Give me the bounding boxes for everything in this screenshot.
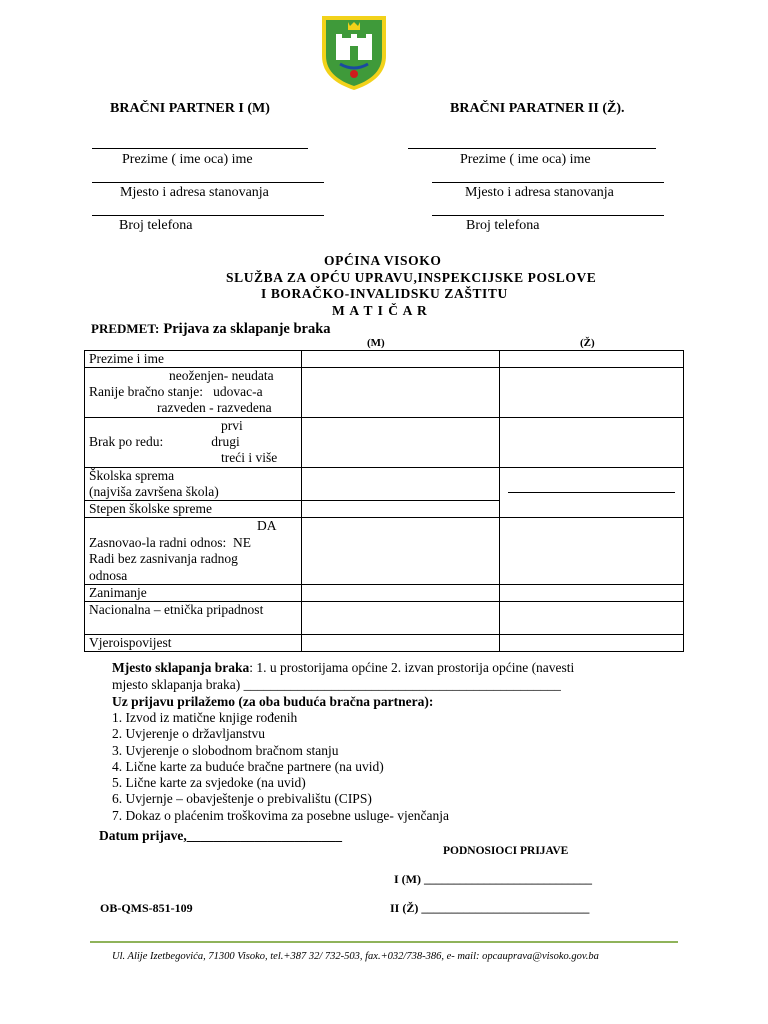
table-row [85,585,684,602]
table-row [85,468,684,501]
office-name: OPĆINA VISOKO [324,253,442,268]
office-department: SLUŽBA ZA OPĆU UPRAVU,INSPEKCIJSKE POSLOVE [226,270,597,285]
subject-text: Prijava za sklapanje braka [163,321,331,337]
cell-occupation-m[interactable] [302,585,500,602]
cell-marital-m[interactable] [302,368,500,418]
list-item: 6. Uvjernje – obavještenje o prebivalištu (CIPS) [112,791,372,807]
cell-order-m[interactable] [302,418,500,468]
row-label-education: Školska sprema (najviša završena škola) [85,468,302,501]
partner2-phone-caption: Broj telefona [466,218,540,233]
signature-z[interactable]: II (Ž) ____________________________ [390,901,590,915]
table-row [85,418,684,468]
footer-divider [90,941,678,943]
partner1-surname-caption: Prezime ( ime oca) ime [122,152,253,167]
footer-contact: Ul. Alije Izetbegovića, 71300 Visoko, tel.+387 32/ 732-503, fax.+032/738-386, e- mail: opcauprava@visoko.gov.ba [112,951,599,962]
date-field[interactable]: Datum prijave,_______________________ [99,828,342,843]
row-label-nationality: Nacionalna – etnička pripadnost [85,602,302,635]
applicants-title: PODNOSIOCI PRIJAVE [443,845,569,857]
partner1-phone-line[interactable] [92,215,324,216]
office-registrar: M A T I Č A R [332,303,428,318]
education-z-line [508,492,675,493]
cell-religion-z[interactable] [500,635,684,652]
list-item: 5. Lične karte za svjedoke (na uvid) [112,775,306,791]
cell-nationality-m[interactable] [302,602,500,635]
partner1-address-caption: Mjesto i adresa stanovanja [120,185,269,200]
attachments-list [112,710,449,824]
signature-m[interactable]: I (M) ____________________________ [394,872,592,886]
cell-employment-m[interactable] [302,518,500,585]
marriage-place-options: : 1. u prostorijama općine 2. izvan prostorija općine (navesti [249,660,575,675]
partner2-address-caption: Mjesto i adresa stanovanja [465,185,614,200]
partner2-address-line[interactable] [432,182,664,183]
row-label-degree: Stepen školske spreme [85,501,302,518]
attachments-title: Uz prijavu prilažemo (za oba buduća bračna partnera): [112,694,434,709]
cell-name-m[interactable] [302,351,500,368]
partner2-surname-line[interactable] [408,148,656,149]
cell-occupation-z[interactable] [500,585,684,602]
subject [91,320,331,338]
cell-degree-m[interactable] [302,501,500,518]
table-row [85,602,684,635]
table-row [85,351,684,368]
subject-label: PREDMET: [91,321,160,336]
row-label-religion: Vjeroispovijest [85,635,302,652]
application-table [84,350,684,652]
cell-religion-m[interactable] [302,635,500,652]
partner1-title: BRAČNI PARTNER I (M) [110,101,270,116]
municipality-crest [318,12,390,92]
row-label-name: Prezime i ime [85,351,302,368]
list-item: 4. Lične karte za buduće bračne partnere (na uvid) [112,758,384,774]
cell-education-z[interactable] [500,468,684,518]
form-code: OB-QMS-851-109 [100,901,193,915]
column-z-label: (Ž) [580,337,595,349]
row-label-employment: DA Zasnovao-la radni odnos: NE Radi bez zasnivanja radnog odnosa [85,518,302,585]
partner2-phone-line[interactable] [432,215,664,216]
marriage-place-line[interactable]: mjesto sklapanja braka) _______________________________________________ [112,676,561,692]
cell-order-z[interactable] [500,418,684,468]
partner2-title: BRAČNI PARATNER II (Ž). [450,101,625,116]
office-department-2: I BORAČKO-INVALIDSKU ZAŠTITU [261,286,508,301]
cell-nationality-z[interactable] [500,602,684,635]
row-label-occupation: Zanimanje [85,585,302,602]
table-row [85,518,684,585]
cell-marital-z[interactable] [500,368,684,418]
cell-name-z[interactable] [500,351,684,368]
partner1-phone-caption: Broj telefona [119,218,193,233]
marriage-place-label: Mjesto sklapanja braka [112,660,250,675]
cell-employment-z[interactable] [500,518,684,585]
table-row [85,368,684,418]
list-item: 3. Uvjerenje o slobodnom bračnom stanju [112,742,339,758]
partner2-surname-caption: Prezime ( ime oca) ime [460,152,591,167]
cell-education-m[interactable] [302,468,500,501]
marriage-place [112,660,574,693]
partner1-surname-line[interactable] [92,148,308,149]
list-item: 7. Dokaz o plaćenim troškovima za posebne usluge- vjenčanja [112,807,450,823]
row-label-marital: neoženjen- neudata Ranije bračno stanje: udovac-a razveden - razvedena [85,368,302,418]
partner1-address-line[interactable] [92,182,324,183]
list-item: 2. Uvjerenje o državljanstvu [112,726,265,742]
list-item: 1. Izvod iz matične knjige rođenih [112,710,298,725]
column-m-label: (M) [367,337,385,349]
table-row [85,635,684,652]
row-label-marriage-order: prvi Brak po redu: drugi treći i više [85,418,302,468]
